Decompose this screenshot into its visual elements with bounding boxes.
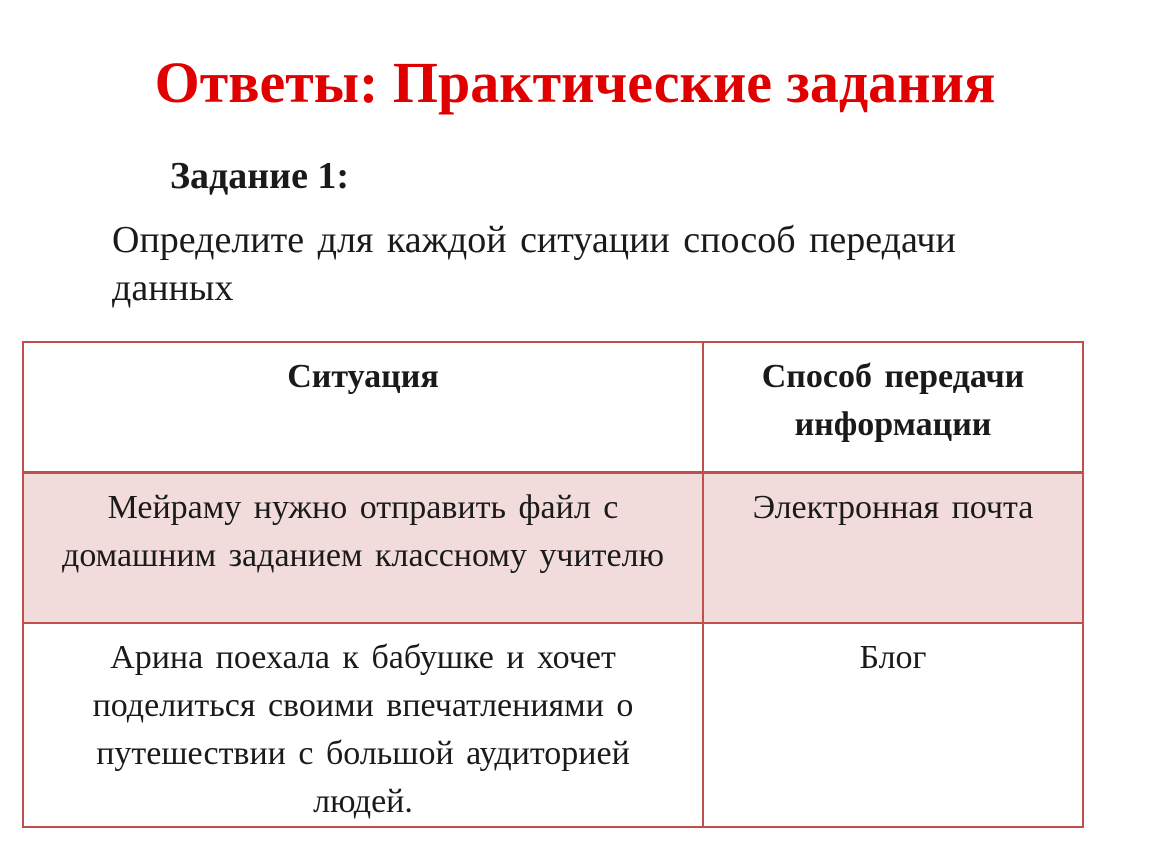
method-cell: Электронная почта (703, 473, 1083, 624)
answers-table (22, 341, 1084, 828)
header-situation: Ситуация (23, 342, 703, 473)
table-row (23, 623, 1083, 827)
task-description: Определите для каждой ситуации способ передачи данных (112, 219, 956, 309)
table-row (23, 473, 1083, 624)
method-cell: Блог (703, 623, 1083, 827)
task-label: Задание 1: (170, 155, 350, 197)
table-header-row (23, 342, 1083, 473)
situation-cell: Мейраму нужно отправить файл с домашним заданием классному учителю (23, 473, 703, 624)
header-method: Способ передачи информации (703, 342, 1083, 473)
page-title: Ответы: Практические задания (154, 50, 996, 115)
situation-cell: Арина поехала к бабушке и хочет поделиться своими впечатлениями о путешествии с большой аудиторией людей. (23, 623, 703, 827)
